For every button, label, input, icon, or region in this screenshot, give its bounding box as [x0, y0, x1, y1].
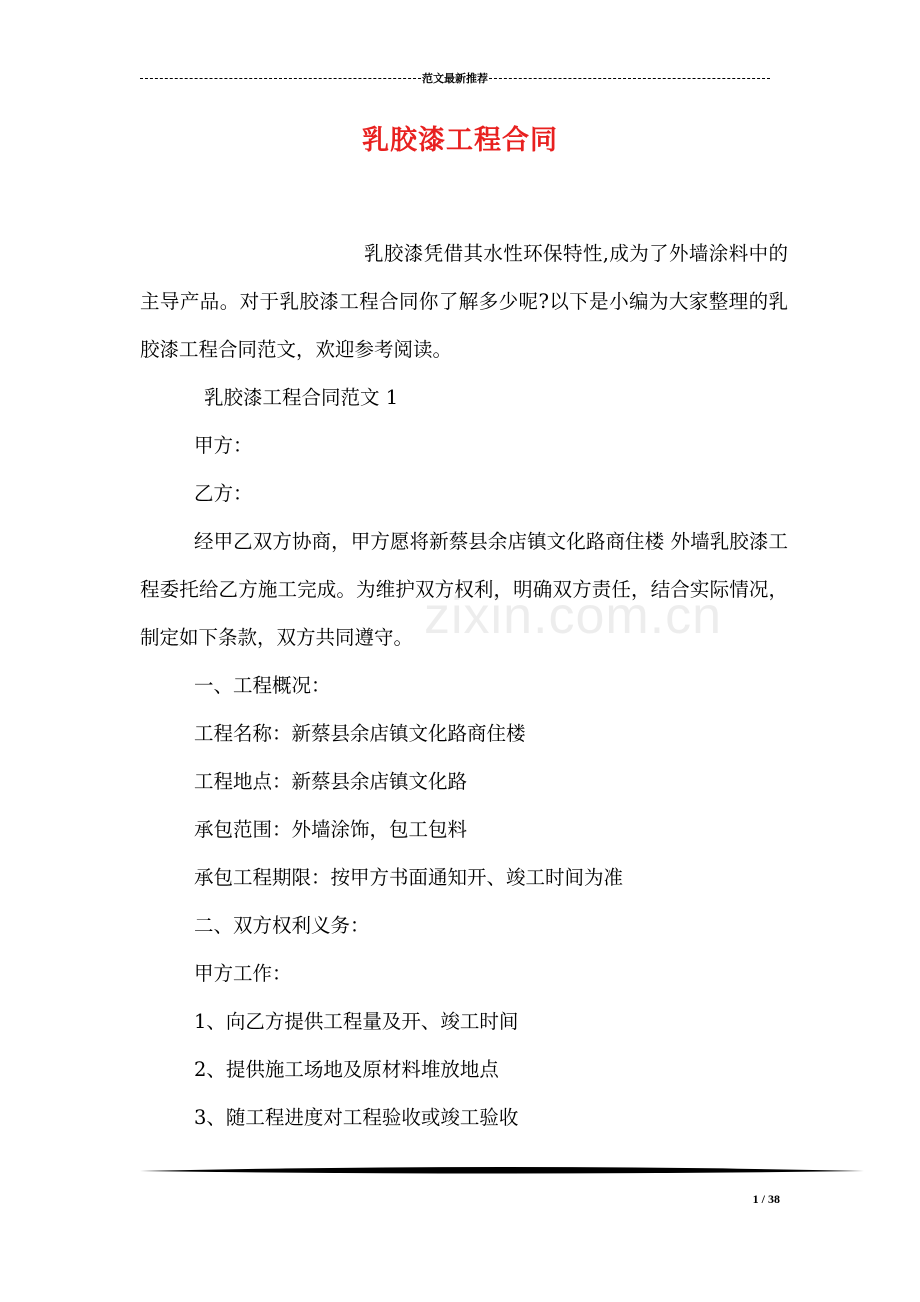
duty-item-1: 1、向乙方提供工程量及开、竣工时间 — [194, 1010, 519, 1033]
header-label: 范文最新推荐 — [422, 73, 488, 85]
header-dash-right — [489, 78, 770, 79]
party-a-duties-heading: 甲方工作： — [194, 962, 292, 985]
duty-item-2: 2、提供施工场地及原材料堆放地点 — [194, 1058, 499, 1081]
agreement-paragraph: 经甲乙双方协商，甲方愿将新蔡县余店镇文化路商住楼 外墙乳胶漆工程委托给乙方施工完成。为维护双方权利，明确双方责任，结合实际情况，制定如下条款，双方共同遵守。 — [140, 530, 788, 649]
party-a-line: 甲方： — [194, 434, 253, 457]
duty-item-3: 3、随工程进度对工程验收或竣工验收 — [194, 1106, 519, 1129]
section-heading-overview: 一、工程概况： — [194, 674, 331, 697]
project-location-line: 工程地点：新蔡县余店镇文化路 — [194, 770, 468, 793]
project-name-line: 工程名称：新蔡县余店镇文化路商住楼 — [194, 722, 526, 745]
page-number: 1 / 38 — [752, 1192, 780, 1206]
contract-scope-line: 承包范围：外墙涂饰，包工包料 — [194, 818, 468, 841]
header-dash-left — [140, 78, 421, 79]
contract-period-line: 承包工程期限：按甲方书面通知开、竣工时间为准 — [194, 866, 624, 889]
document-body — [140, 230, 788, 1142]
document-title: 乳胶漆工程合同 — [362, 125, 558, 156]
party-b-line: 乙方： — [194, 482, 253, 505]
watermark: zixin.com.cn — [424, 587, 723, 645]
header-banner — [140, 70, 770, 86]
footer-rule — [140, 1164, 864, 1178]
section-heading-obligations: 二、双方权利义务： — [194, 914, 370, 937]
section-heading-sample-1: 乳胶漆工程合同范文 1 — [204, 386, 399, 409]
intro-paragraph: 乳胶漆凭借其水性环保特性,成为了外墙涂料中的主导产品。对于乳胶漆工程合同你了解多少呢?以下是小编为大家整理的乳胶漆工程合同范文，欢迎参考阅读。 — [140, 242, 788, 361]
